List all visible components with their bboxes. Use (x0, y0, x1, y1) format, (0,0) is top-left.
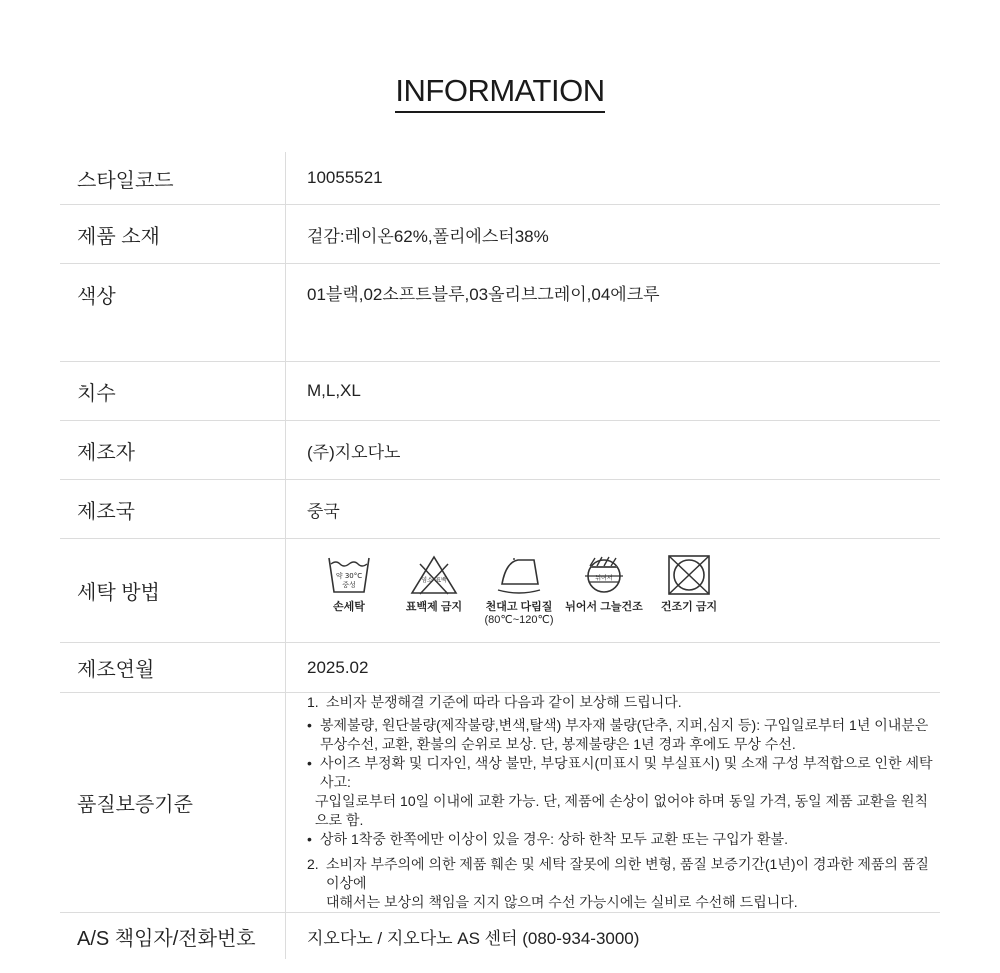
wash-item-flat-shade-dry (562, 554, 646, 614)
wash-caption: 천대고 다림질 (485, 601, 553, 613)
no-bleach-icon (409, 554, 459, 596)
wash-caption: 표백제 금지 (405, 601, 463, 613)
no-tumble-dry-icon (666, 554, 712, 596)
bullet-line-2: 구입일로부터 10일 이내에 교환 가능. 단, 제품에 손상이 없어야 하며 동일 가격, 동일 제품 교환을 원칙으로 함. (315, 793, 929, 828)
bullet-mark: • (307, 755, 312, 771)
wash-icons-cell (286, 539, 941, 643)
table-row-color (60, 264, 940, 362)
row-value: 지오다노 / 지오다노 AS 센터 (080-934-3000) (307, 928, 640, 948)
wash-item-no-bleach (392, 554, 476, 614)
row-label: 품질보증기준 (60, 693, 286, 913)
item-number: 2. (307, 856, 319, 872)
hand-wash-temp-text: 약 30°C (335, 572, 363, 580)
row-value: 01블랙,02소프트블루,03올리브그레이,04에크루 (286, 264, 941, 362)
row-label: 제조자 (60, 421, 286, 480)
table-row-as-contact (60, 913, 940, 960)
row-value: 2025.02 (286, 643, 941, 693)
table-row-manufacturer (60, 421, 940, 480)
row-label: 스타일코드 (60, 152, 286, 205)
table-row-wash (60, 539, 940, 643)
quality-item-2 (307, 855, 940, 893)
table-row-quality-guarantee (60, 693, 940, 913)
wash-caption-temp: (80℃~120℃) (484, 614, 554, 626)
wash-caption: 뉘어서 그늘건조 (565, 601, 643, 613)
bullet-mark: • (307, 831, 312, 847)
item-text: 소비자 분쟁해결 기준에 따라 다음과 같이 보상해 드립니다. (326, 694, 682, 710)
item-text-line-2: 대해서는 보상의 책임을 지지 않으며 수선 가능시에는 실비로 수선해 드립니다. (326, 894, 798, 910)
flat-shade-dry-icon (581, 554, 627, 596)
table-row-country (60, 480, 940, 539)
row-label: 색상 (60, 264, 286, 362)
row-label: A/S 책임자/전화번호 (60, 913, 286, 960)
row-label: 세탁 방법 (60, 539, 286, 643)
quality-text (307, 693, 940, 912)
wash-item-iron (477, 554, 561, 627)
flat-dry-inner-text: 뉘어서 (595, 575, 613, 582)
row-label: 제품 소재 (60, 205, 286, 264)
item-text: 소비자 부주의에 의한 제품 훼손 및 세탁 잘못에 의한 변형, 품질 보증기간(1년)이 경과한 제품의 품질이상에 (326, 856, 929, 891)
quality-cell (286, 693, 941, 913)
hand-wash-neutral-text: 중성 (342, 581, 356, 589)
page-title (0, 72, 1000, 113)
bullet-line-2: 무상수선, 교환, 환불의 순위로 보상. 단, 봉제불량은 1년 경과 후에도 무상 수선. (320, 736, 796, 752)
table-row-style-code (60, 152, 940, 205)
quality-bullet-1 (307, 716, 940, 754)
item-number: 1. (307, 694, 319, 710)
row-value: (주)지오다노 (286, 421, 941, 480)
quality-bullet-2 (307, 754, 940, 830)
page-title-text: INFORMATION (395, 72, 604, 113)
table-row-material (60, 205, 940, 264)
row-label: 치수 (60, 362, 286, 421)
row-label: 제조국 (60, 480, 286, 539)
quality-item-1 (307, 693, 940, 712)
wash-item-hand-wash (307, 554, 391, 614)
no-bleach-right-text: 표백 (435, 577, 447, 584)
table-row-size (60, 362, 940, 421)
no-bleach-left-text: 염소 (421, 577, 433, 584)
wash-caption: 손세탁 (333, 601, 365, 613)
row-value: 중국 (286, 480, 941, 539)
quality-bullet-3 (307, 830, 940, 849)
info-table (60, 152, 940, 959)
bullet-mark: • (307, 717, 312, 733)
wash-icons (307, 554, 940, 627)
bullet-line: 봉제불량, 원단불량(제작불량,변색,탈색) 부자재 불량(단추, 지퍼,심지 등): 구입일로부터 1년 이내분은 (320, 717, 929, 733)
bullet-line: 사이즈 부정확 및 디자인, 색상 불만, 부당표시(미표시 및 부실표시) 및 소재 구성 부적합으로 인한 세탁 사고: (320, 755, 933, 790)
wash-item-no-tumble-dry (647, 554, 731, 614)
table-row-manufacture-date (60, 643, 940, 693)
wash-caption: 건조기 금지 (660, 601, 718, 613)
row-value: M,L,XL (286, 362, 941, 421)
row-label: 제조연월 (60, 643, 286, 693)
bullet-line: 상하 1착중 한쪽에만 이상이 있을 경우: 상하 한착 모두 교환 또는 구입가 환불. (320, 831, 788, 847)
row-value: 10055521 (286, 152, 941, 205)
hand-wash-icon (326, 554, 372, 596)
iron-icon (494, 554, 544, 596)
row-value: 겉감:레이온62%,폴리에스터38% (286, 205, 941, 264)
